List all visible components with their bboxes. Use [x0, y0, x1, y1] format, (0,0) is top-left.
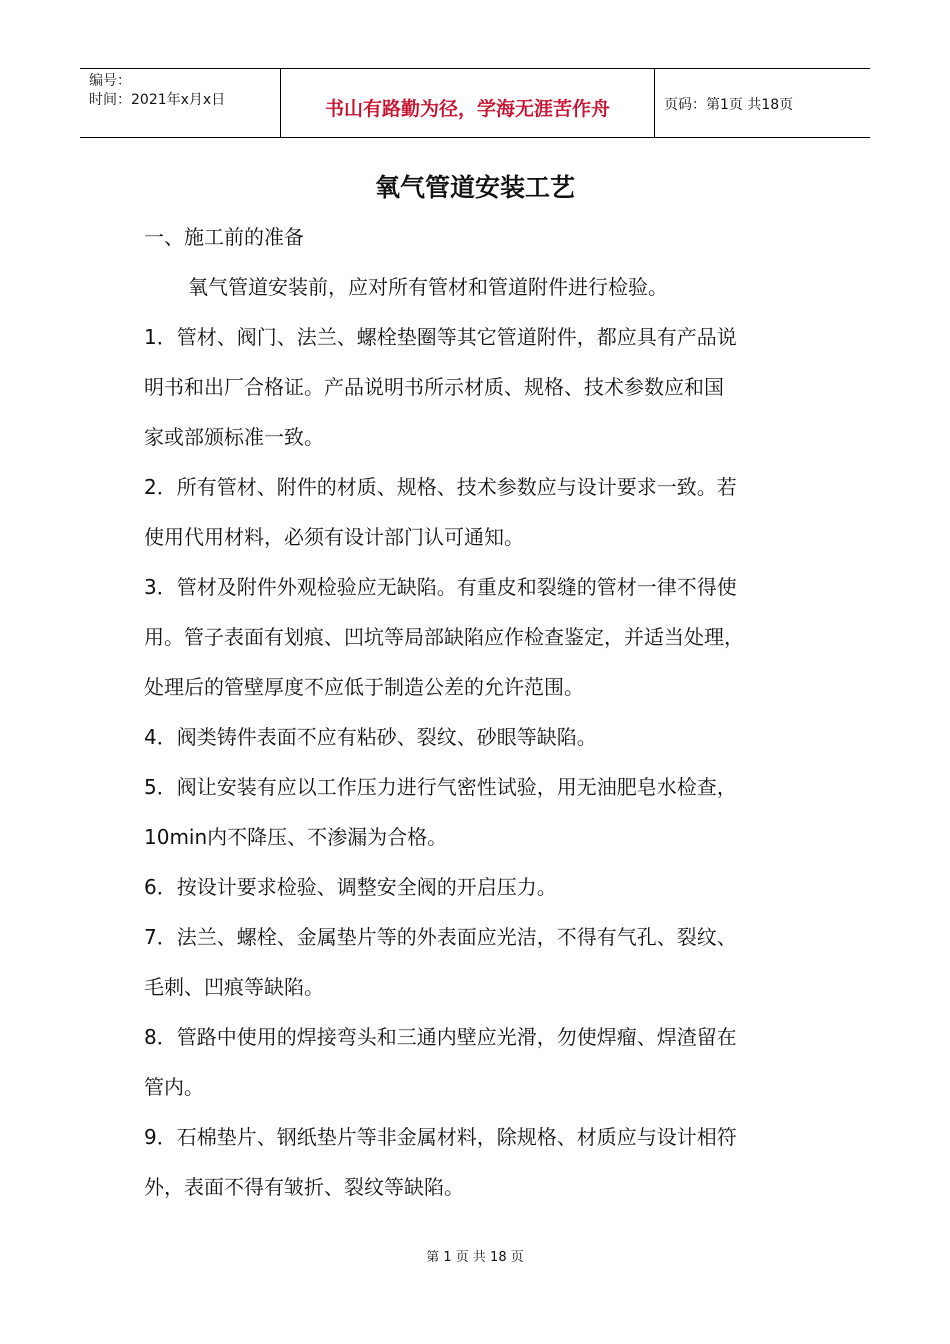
paragraph-line: 5．阀让安装有应以工作压力进行气密性试验，用无油肥皂水检查， [144, 775, 737, 799]
paragraph-line: 氧气管道安装前，应对所有管材和管道附件进行检验。 [188, 275, 668, 299]
document-body [144, 218, 824, 1218]
page-footer: 第 1 页 共 18 页 [426, 1250, 524, 1265]
header-meta-cell [80, 69, 280, 137]
paragraph-line: 10min内不降压、不渗漏为合格。 [144, 825, 448, 849]
number-label: 编号： [89, 73, 131, 89]
paragraph-line: 家或部颁标准一致。 [144, 425, 324, 449]
document-title: 氧气管道安装工艺 [374, 173, 575, 202]
page-info: 页码：第1页 共18页 [664, 97, 794, 113]
paragraph-line: 处理后的管壁厚度不应低于制造公差的允许范围。 [144, 675, 584, 699]
paragraph-line: 9．石棉垫片、钢纸垫片等非金属材料，除规格、材质应与设计相符 [144, 1125, 737, 1149]
date-line: 时间：2021年x月x日 [89, 92, 226, 108]
paragraph-line: 明书和出厂合格证。产品说明书所示材质、规格、技术参数应和国 [144, 375, 724, 399]
paragraph-line: 7．法兰、螺栓、金属垫片等的外表面应光洁，不得有气孔、裂纹、 [144, 925, 737, 949]
paragraph-line: 1．管材、阀门、法兰、螺栓垫圈等其它管道附件，都应具有产品说 [144, 325, 737, 349]
paragraph-line: 3．管材及附件外观检验应无缺陷。有重皮和裂缝的管材一律不得使 [144, 575, 737, 599]
paragraph-line: 使用代用材料，必须有设计部门认可通知。 [144, 525, 524, 549]
paragraph-line: 毛刺、凹痕等缺陷。 [144, 975, 324, 999]
paragraph-line: 2．所有管材、附件的材质、规格、技术参数应与设计要求一致。若 [144, 475, 737, 499]
section-heading: 一、施工前的准备 [144, 225, 304, 249]
document-header [80, 68, 870, 138]
paragraph-line: 8．管路中使用的焊接弯头和三通内壁应光滑，勿使焊瘤、焊渣留在 [144, 1025, 737, 1049]
header-motto-cell [280, 69, 655, 137]
paragraph-line: 外，表面不得有皱折、裂纹等缺陷。 [144, 1175, 464, 1199]
paragraph-line: 6．按设计要求检验、调整安全阀的开启压力。 [144, 875, 557, 899]
motto-text: 书山有路勤为径，学海无涯苦作舟 [324, 98, 610, 120]
header-page-cell [654, 69, 870, 137]
paragraph-line: 管内。 [144, 1075, 204, 1099]
paragraph-line: 4．阀类铸件表面不应有粘砂、裂纹、砂眼等缺陷。 [144, 725, 597, 749]
paragraph-line: 用。管子表面有划痕、凹坑等局部缺陷应作检查鉴定，并适当处理， [144, 625, 744, 649]
